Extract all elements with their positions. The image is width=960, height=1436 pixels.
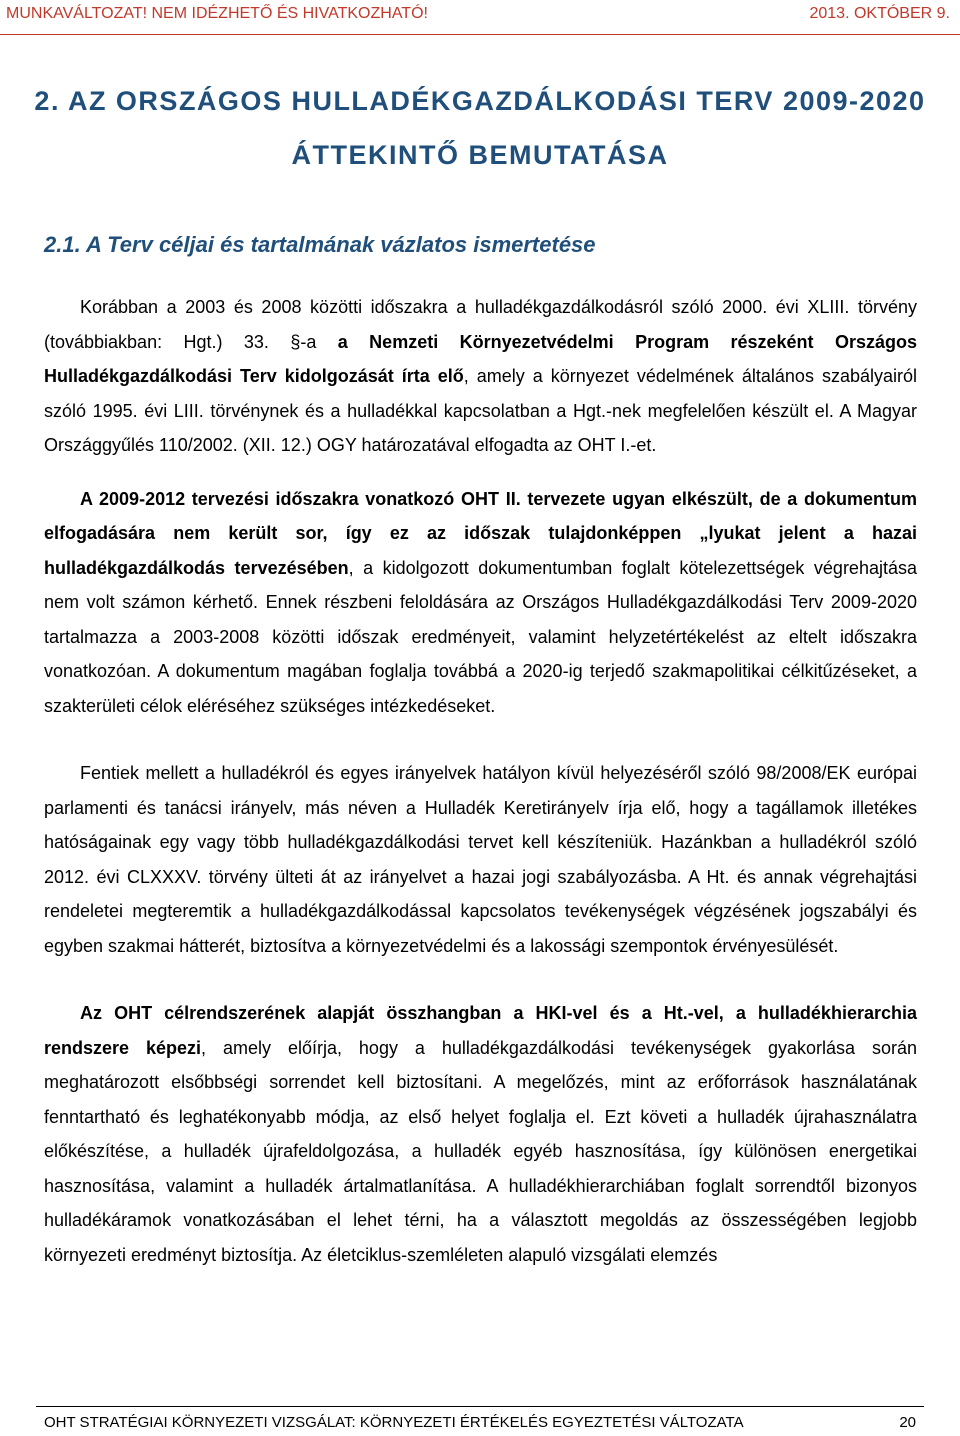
paragraph-2 (44, 482, 917, 724)
section-title: 2.1. A Terv céljai és tartalmának vázlatos ismertetése (44, 232, 596, 257)
page-header (0, 0, 960, 30)
paragraph-1-bold: a Nemzeti Környezetvédelmi Program részeként Országos Hulladékgazdálkodási Terv kidolgozását írta elő (44, 331, 917, 386)
chapter-title-line1: 2. AZ ORSZÁGOS HULLADÉKGAZDÁLKODÁSI TERV 2009-2020 (34, 86, 926, 116)
paragraph-4-text: , amely előírja, hogy a hulladékgazdálkodási tevékenységek gyakorlása során meghatározott elsőbbségi sorrendet kell biztosítani. A megelőzés, mint az erőforrások használatának fenntartható és leghatékonyabb módja, az első helyet foglalja el. Ezt követi a hulladék újrahasználatra előkészítése, a hulladék újrafeldolgozása, a hulladék egyéb hasznosítása, így különösen energetikai hasznosítása, valamint a hulladék ártalmatlanítása. A hulladékhierarchiában foglalt sorrendtől bizonyos hulladékáramok vonatkozásában el lehet térni, ha a választott megoldás az összességében legjobb környezeti eredményt biztosítja. Az életciklus-szemléleten alapuló vizsgálati elemzés (44, 1037, 917, 1265)
draft-notice: MUNKAVÁLTOZAT! NEM IDÉZHETŐ ÉS HIVATKOZHATÓ! (6, 5, 428, 22)
paragraph-2-bold: A 2009-2012 tervezési időszakra vonatkozó OHT II. tervezete ugyan elkészült, de a dokumentum elfogadására nem került sor, így ez az időszak tulajdonképpen „lyukat jelent a hazai hulladékgazdálkodás tervezésében (44, 488, 917, 578)
header-date: 2013. OKTÓBER 9. (809, 5, 950, 22)
paragraph-1-text-c: , amely a környezet védelmének általános szabályairól szóló 1995. évi LIII. törvénynek és a hulladékkal kapcsolatban a Hgt.-nek megfelelően készült el. A Magyar Országgyűlés 110/2002. (XII. 12.) OGY határozatával elfogadta az OHT I.-et. (44, 366, 917, 455)
paragraph-3: Fentiek mellett a hulladékról és egyes irányelvek hatályon kívül helyezéséről szóló 98/2008/EK európai parlamenti és tanácsi irányelv, más néven a Hulladék Keretirányelv írja elő, hogy a tagállamok illetékes hatóságainak egy vagy több hulladékgazdálkodási tervet kell készíteniük. Hazánkban a hulladékról szóló 2012. évi CLXXXV. törvény ülteti át az irányelvet a hazai jogi szabályozásba. A Ht. és annak végrehajtási rendeletei megteremtik a hulladékgazdálkodással kapcsolatos tevékenységek végzésének jogszabályi és egyben szakmai hátterét, biztosítva a környezetvédelmi és a lakossági szempontok érvényesülését. (44, 763, 917, 956)
paragraph-4 (44, 996, 917, 1272)
paragraph-1 (44, 290, 917, 463)
chapter-title-line2: ÁTTEKINTŐ BEMUTATÁSA (291, 140, 669, 170)
body-text (44, 290, 917, 1272)
paragraph-1-text-a: Korábban a 2003 és 2008 közötti időszakra a hulladékgazdálkodásról szóló 2000. évi XLIII. törvény (továbbiakban: Hgt.) 33. §-a (44, 297, 917, 352)
header-divider (0, 34, 960, 35)
paragraph-2-text: , a kidolgozott dokumentumban foglalt kötelezettségek végrehajtása nem volt számon kérhető. Ennek részbeni feloldására az Országos Hulladékgazdálkodási Terv 2009-2020 tartalmazza a 2003-2008 közötti időszak eredményeit, valamint helyzetértékelést az eltelt időszakra vonatkozóan. A dokumentum magában foglalja továbbá a 2020-ig terjedő szakmapolitikai célkitűzéseket, a szakterületi célok eléréséhez szükséges intézkedéseket. (44, 557, 917, 716)
footer-title: OHT STRATÉGIAI KÖRNYEZETI VIZSGÁLAT: KÖRNYEZETI ÉRTÉKELÉS EGYEZTETÉSI VÁLTOZATA (44, 1414, 744, 1431)
footer-divider (36, 1406, 924, 1407)
page-footer (44, 1414, 916, 1431)
page-number: 20 (899, 1414, 916, 1431)
paragraph-4-bold: Az OHT célrendszerének alapját összhangban a HKI-vel és a Ht.-vel, a hulladékhierarchia rendszere képezi (44, 1003, 917, 1058)
